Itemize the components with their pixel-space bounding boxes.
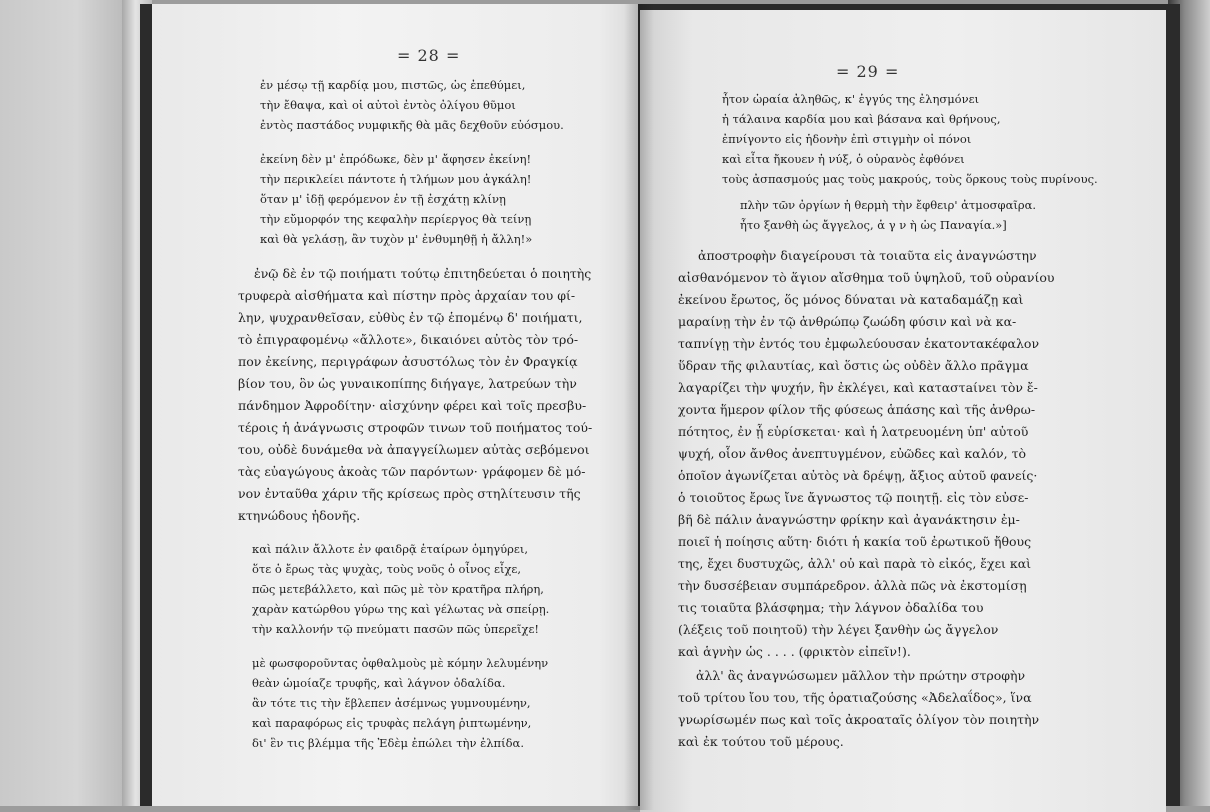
prose-line: ὕδραν τῆς φιλαυτίας, καὶ ὅστις ὡς οὐδὲν ἄλλο πρᾶγμα [678,358,1029,373]
prose-line: ἀλλ' ἂς ἀναγνώσωμεν μᾶλλον τὴν πρώτην στροφὴν [696,668,1026,683]
verse-line: καὶ πάλιν ἄλλοτε ἐν φαιδρᾷ ἑταίρων ὁμηγύρει, [252,542,529,556]
prose-line: κτηνώδους ἡδονῆς. [238,508,361,523]
prose-line: τρυφερὰ αἰσθήματα καὶ πίστην πρὸς ἀρχαίαν του φί- [238,288,576,303]
prose-line: ποιεῖ ἡ ποίησις αὕτη· διότι ἡ κακία τοῦ ἐρωτικοῦ ἤθους [678,534,1032,549]
verse-line: πῶς μετεβάλλετο, καὶ πῶς μὲ τὸν κρατῆρα πλήρη, [252,582,544,596]
prose-line: ὁ τοιοῦτος ἔρως ἴνε ἄγνωστος τῷ ποιητῇ. εἰς τὸν εὐσε- [678,490,1029,505]
prose-line: ψυχή, οἷον ἄνθος ἀνεπτυγμένον, εὐῶδες καὶ καλόν, τὸ [678,446,1027,461]
verse-line: πλὴν τῶν ὀργίων ἡ θερμὴ τὴν ἔφθειρ' ἀτμοσφαῖρα. [740,198,1037,212]
prose-line: πάνδημον Ἀφροδίτην· αἰσχύνην φέρει καὶ τοῖς πρεσβυ- [238,398,587,413]
prose-line: τέροις ἡ ἀνάγνωσις στροφῶν τινων τοῦ ποιήματος τού- [238,420,593,435]
prose-line: ἐκείνου ἔρωτος, ὅς μόνος δύναται νὰ καταδαμάζῃ καὶ [678,292,1024,307]
prose-line: ὁποῖον ἀγωνίζεται αὐτὸς νὰ δρέψῃ, ἄξιος αὐτοῦ φανείς· [678,468,1038,483]
prose-line: λαγαρίζει τὴν ψυχήν, ἣν ἐκλέγει, καὶ καταστaίνει τὸν ἔ- [678,380,1038,395]
verse-line: ἂν τότε τις τὴν ἔβλεπεν ἀσέμνως γυμνουμένην, [252,696,531,710]
verse-line: ἦτο ξανθὴ ὡς ἄγγελος, ἁ γ ν ὴ ὡς Παναγία.»] [740,218,1007,232]
verse-line: μὲ φωσφοροῦντας ὀφθαλμοὺς μὲ κόμην λελυμένην [252,656,549,670]
prose-line: ἐνῷ δὲ ἐν τῷ ποιήματι τούτῳ ἐπιτηδεύεται ὁ ποιητὴς [254,266,592,281]
prose-line: τὴν δυσσέβειαν συμπάρεδρον. ἀλλὰ πῶς νὰ ἐκστομίσῃ [678,578,1027,593]
prose-line: πον ἐκείνης, περιγράφων ἀσυστόλως τὸν ἐν Φραγκίᾳ [238,354,578,369]
verse-line: χαρὰν κατώρθου γύρω της καὶ γέλωτας νὰ σπείρῃ. [252,602,550,616]
verse-line: ἐν μέσῳ τῇ καρδίᾳ μου, πιστῶς, ὡς ἐπεθύμει, [260,78,526,92]
page-number: = 29 = [836,62,900,81]
verse-line: τὴν εὔμορφόν της κεφαλὴν περίεργος θὰ τείνῃ [260,212,532,226]
verse-line: καὶ θὰ γελάσῃ, ἂν τυχὸν μ' ἐνθυμηθῇ ἡ ἄλλη!» [260,232,533,246]
verse-line: τοὺς ἀσπασμούς μας τοὺς μακρούς, τοὺς ὅρκους τοὺς πυρίνους. [722,172,1098,186]
prose-line: αἰσθανόμενον τὸ ἅγιον αἴσθημα τοῦ ὑψηλοῦ, τοῦ οὐρανίου [678,270,1055,285]
page-number: = 28 = [397,46,461,65]
prose-line: της, ἔχει δυστυχῶς, ἀλλ' οὐ καὶ παρὰ τὸ εἰκός, ἔχει καὶ [678,556,1032,571]
verse-line: ὅταν μ' ἰδῇ φερόμενον ἐν τῇ ἐσχάτῃ κλίνῃ [260,192,506,206]
prose-line: ἀποστροφὴν διαγείρουσι τὰ τοιαῦτα εἰς ἀναγνώστην [698,248,1037,263]
prose-line: χοντα ἥμερον φίλον τῆς φύσεως ἁπάσης καὶ τῆς ἀνθρω- [678,402,1036,417]
right-page [640,10,1166,812]
verse-line: ἐντὸς παστάδος νυμφικῆς θὰ μᾶς δεχθοῦν εὐόσμου. [260,118,564,132]
prose-line: βῆ δὲ πάλιν ἀναγνώστην φρίκην καὶ ἀγανάκτησιν ἐμ- [678,512,1020,527]
open-book [140,4,1180,806]
prose-line: του, οὐδὲ δυνάμεθα νὰ ἀπαγγείλωμεν αὐτὰς σεβόμενοι [238,442,590,457]
prose-line: μαραίνῃ τὴν ἐν τῷ ἀνθρώπῳ ζωώδη φύσιν καὶ νὰ κα- [678,314,1017,329]
background-left [0,0,128,806]
prose-line: (λέξεις τοῦ ποιητοῦ) τὴν λέγει ξανθὴν ὡς ἄγγελον [678,622,999,637]
verse-line: τὴν ἔθαψα, καὶ οἱ αὐτοὶ ἐντὸς ὀλίγου θῦμοι [260,98,516,112]
left-page [152,4,638,806]
verse-line: ἦτον ὡραία ἀληθῶς, κ' ἐγγύς της ἐλησμόνει [722,92,980,106]
book-gutter [624,4,654,810]
verse-line: ὅτε ὁ ἔρως τὰς ψυχὰς, τοὺς νοῦς ὁ οἶνος εἶχε, [252,562,522,576]
prose-line: λην, ψυχρανθεῖσαν, εὐθὺς ἐν τῷ ἑπομένῳ δ' ποιήματι, [238,310,583,325]
prose-line: τοῦ τρίτου ἴου του, τῆς ὁρατιαζούσης «Ἀδελαΐδος», ἵνα [678,690,1032,705]
verse-line: τὴν καλλονήν τῷ πνεύματι πασῶν πῶς ὑπερεῖχε! [252,622,540,636]
verse-line: δι' ἓν τις βλέμμα τῆς Ἐδὲμ ἐπώλει τὴν ἐλπίδα. [252,736,524,750]
verse-line: τὴν περικλείει πάντοτε ἡ τλήμων μου ἀγκάλη! [260,172,532,186]
prose-line: βίον του, ὃν ὡς γυναικοπίπης διήγαγε, λατρεύων τὴν [238,376,577,391]
prose-line: τὸ ἐπιγραφομένῳ «ἄλλοτε», δικαιόνει αὐτὸς τὸν τρό- [238,332,579,347]
prose-line: καὶ ἐκ τούτου τοῦ μέρους. [678,734,844,749]
verse-line: ἐπνίγοντο εἰς ἡδονὴν ἐπὶ στιγμὴν οἱ πόνοι [722,132,972,146]
prose-line: πότητος, ἐν ᾗ εὑρίσκεται· καὶ ἡ λατρευομένη ὑπ' αὐτοῦ [678,424,1029,439]
prose-line: ταπνίγῃ τὴν ἐντός του ἐμφωλεύουσαν ἑκατοντακέφαλον [678,336,1040,351]
prose-line: καὶ ἁγνὴν ὡς . . . . (φρικτὸν εἰπεῖν!). [678,644,911,659]
verse-line: θεὰν ὡμοίαζε τρυφῆς, καὶ λάγνον ὀδαλίδα. [252,676,506,690]
prose-line: νον ἐνταῦθα χάριν τῆς κρίσεως πρὸς στηλίτευσιν τῆς [238,486,581,501]
prose-line: τὰς εὐαγώγους ἀκοὰς τῶν παρόντων· γράφομεν δὲ μό- [238,464,586,479]
prose-line: γνωρίσωμέν πως καὶ τοῖς ἀκροαταῖς ὀλίγον τὸν ποιητὴν [678,712,1040,727]
verse-line: καὶ εἶτα ἤκουεν ἡ νύξ, ὁ οὐρανὸς ἐφθόνει [722,152,965,166]
verse-line: ἡ τάλαινα καρδία μου καὶ βάσανα καὶ θρήνους, [722,112,1001,126]
verse-line: καὶ παραφόρως εἰς τρυφὰς πελάγη ῥιπτωμένην, [252,716,532,730]
prose-line: τις τοιαῦτα βλάσφημα; τὴν λάγνον ὀδαλίδα του [678,600,984,615]
verse-line: ἐκείνη δὲν μ' ἐπρόδωκε, δὲν μ' ἄφησεν ἐκείνη! [260,152,532,166]
